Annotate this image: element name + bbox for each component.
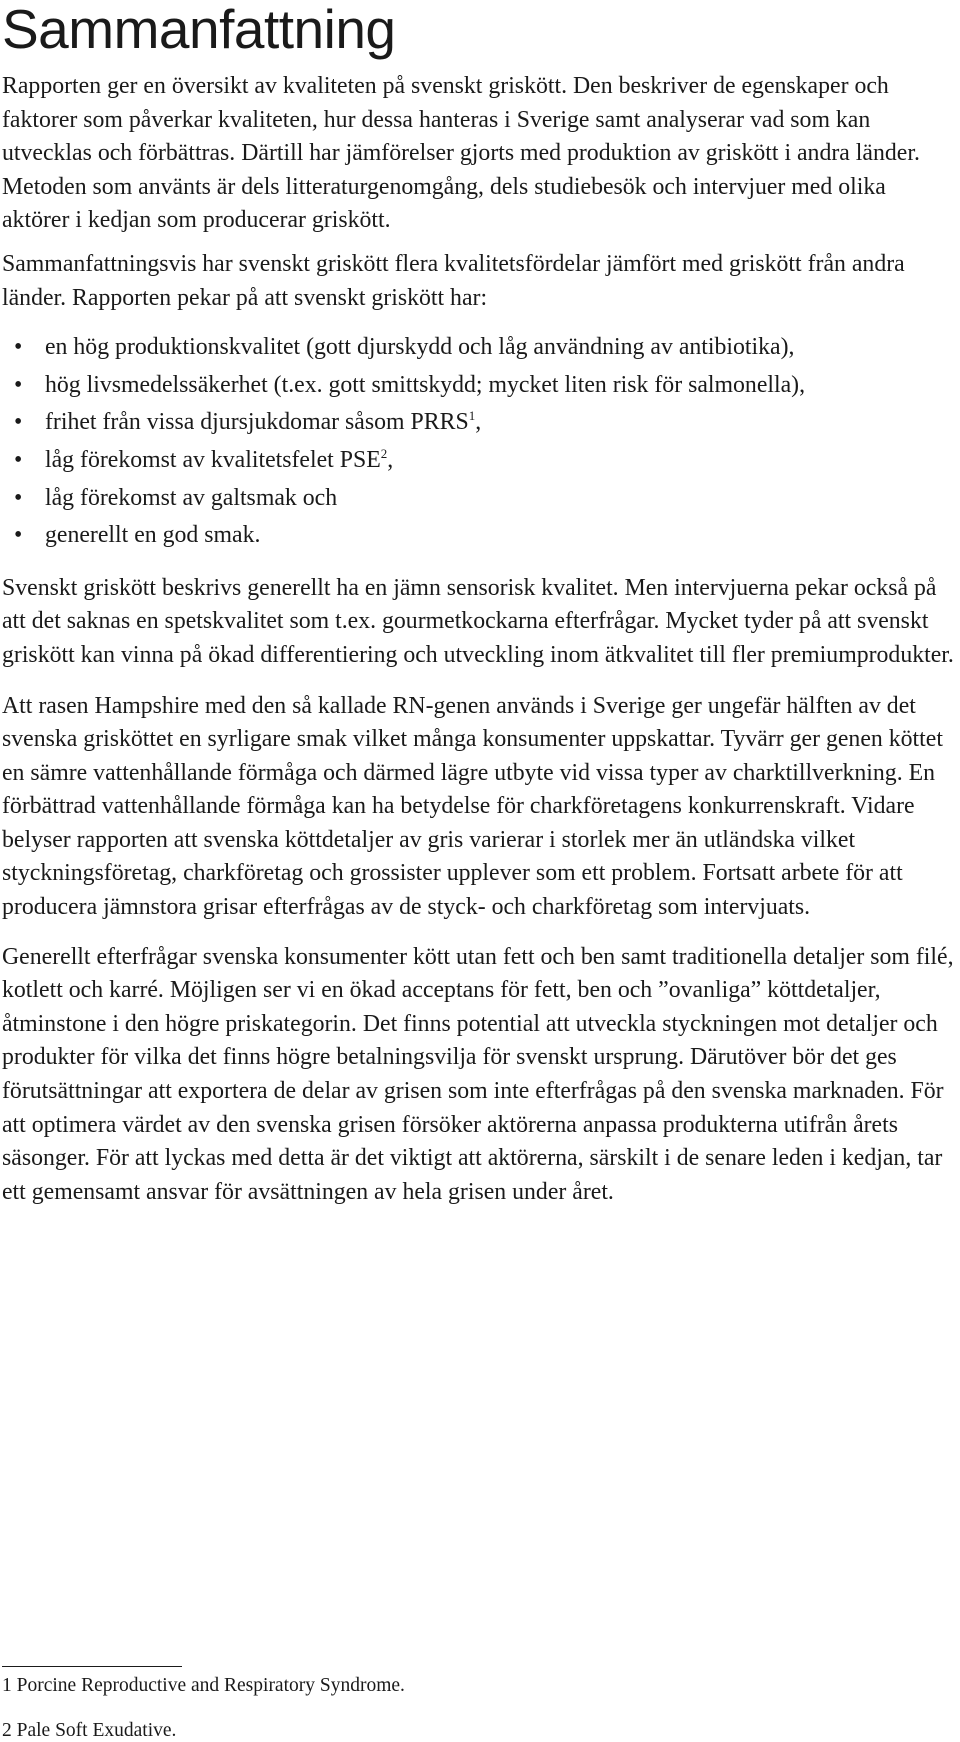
footnote-divider xyxy=(2,1666,182,1667)
list-item-punct: , xyxy=(387,446,394,473)
list-item-text: generellt en god smak. xyxy=(45,522,261,549)
bullet-marker: • xyxy=(14,371,23,398)
paragraph-consumers: Generellt efterfrågar svenska konsumenter kött utan fett och ben samt traditionella detaljer som filé, kotlett och karré. Möjligen ser vi en ökad acceptans för fett, ben och ”ovanliga” köttdetaljer, åtminstone i den högre priskategorin. Det finns potential att utveckla styckningen mot detaljer och produkter för vilka det finns högre betalningsvilja för svenskt ursprung. Därutöver bör det ges förutsättningar att exportera de delar av grisen som inte efterfrågas på den svenska marknaden. För att optimera värdet av den svenska grisen försöker aktörerna anpassa produkterna utifrån årets säsonger. För att lyckas med detta är det viktigt att aktörerna, särskilt i de senare leden i kedjan, tar ett gemensamt ansvar för avsättningen av hela grisen under året. xyxy=(2,943,954,1205)
bullet-marker: • xyxy=(14,409,23,436)
list-item-text: låg förekomst av galtsmak och xyxy=(45,484,338,511)
footnote-1: 1 Porcine Reproductive and Respiratory Syndrome. xyxy=(2,1675,405,1696)
paragraph-sensory: Svenskt griskött beskrivs generellt ha en jämn sensorisk kvalitet. Men intervjuerna pekar också på att det saknas en spetskvalitet som t.ex. gourmetkockarna efterfrågar. Mycket tyder på att svenskt griskött kan vinna på ökad differentiering och utveckling inom ätkvalitet till fler premiumprodukter. xyxy=(2,574,954,668)
list-item xyxy=(2,329,956,367)
list-item-text: låg förekomst av kvalitetsfelet PSE xyxy=(45,446,381,473)
footnote-ref-2: 2 xyxy=(380,446,388,462)
list-item xyxy=(2,367,956,405)
list-item-text: en hög produktionskvalitet (gott djurskydd och låg användning av antibiotika), xyxy=(45,334,795,361)
footnote-2: 2 Pale Soft Exudative. xyxy=(2,1720,177,1741)
paragraph-summary: Sammanfattningsvis har svenskt griskött flera kvalitetsfördelar jämfört med griskött från andra länder. Rapporten pekar på att svenskt griskött har: xyxy=(2,250,905,311)
list-item xyxy=(2,517,956,555)
bullet-marker: • xyxy=(14,484,23,511)
list-item-text: hög livsmedelssäkerhet (t.ex. gott smittskydd; mycket liten risk för salmonella), xyxy=(45,371,806,398)
list-item-text: frihet från vissa djursjukdomar såsom PRRS xyxy=(45,409,469,436)
list-item xyxy=(2,442,956,480)
list-item xyxy=(2,480,956,518)
page-title: Sammanfattning xyxy=(2,0,396,60)
footnotes xyxy=(2,1675,902,1742)
bullet-marker: • xyxy=(14,522,23,549)
paragraph-intro: Rapporten ger en översikt av kvaliteten på svenskt griskött. Den beskriver de egenskaper och faktorer som påverkar kvaliteten, hur dessa hanteras i Sverige samt analyserar vad som kan utvecklas och förbättras. Därtill har jämförelser gjorts med produktion av griskött i andra länder. Metoden som använts är dels litteraturgenomgång, dels studiebesök och intervjuer med olika aktörer i kedjan som producerar griskött. xyxy=(2,73,920,234)
summary-page xyxy=(2,0,956,1209)
footnote-ref-1: 1 xyxy=(468,408,476,424)
bullet-marker: • xyxy=(14,446,23,473)
list-item-punct: , xyxy=(475,409,482,436)
list-item xyxy=(2,404,956,442)
bullet-marker: • xyxy=(14,334,23,361)
paragraph-hampshire: Att rasen Hampshire med den så kallade RN-genen används i Sverige ger ungefär hälften av det svenska grisköttet en syrligare smak vilket många konsumenter uppskattar. Tyvärr ger genen köttet en sämre vattenhållande förmåga och därmed lägre utbyte vid vissa typer av charktillverkning. En förbättrad vattenhållande förmåga kan ha betydelse för charkföretagens konkurrenskraft. Vidare belyser rapporten att svenska köttdetaljer av gris varierar i storlek mer än utländska vilket styckningsföretag, charkföretag och grossister upplever som ett problem. Fortsatt arbete för att producera jämnstora grisar efterfrågas av de styck- och charkföretag som intervjuats. xyxy=(2,692,943,921)
advantages-list xyxy=(2,329,956,555)
